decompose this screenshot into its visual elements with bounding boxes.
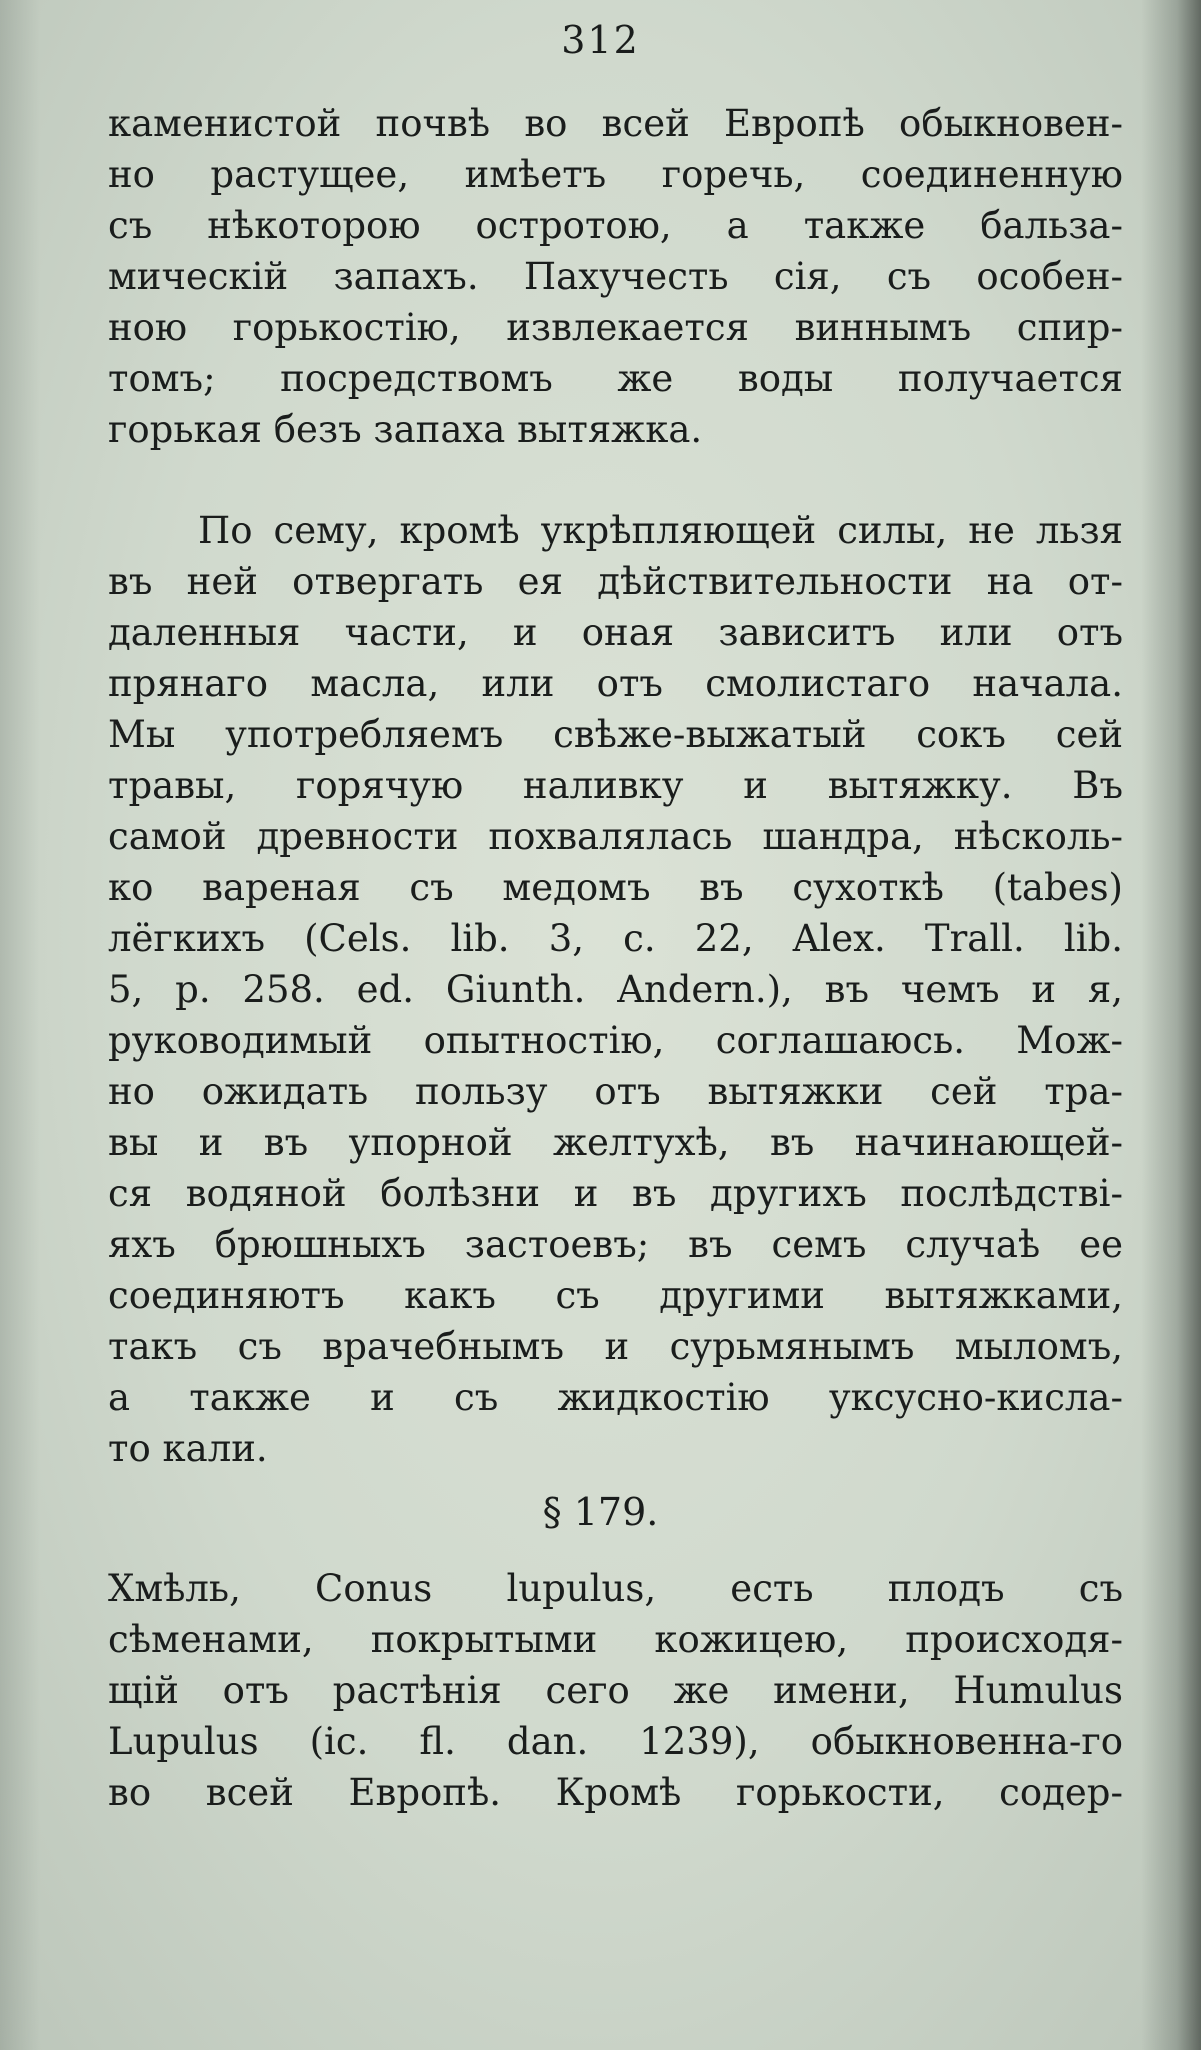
paragraph-2 <box>108 505 1123 1474</box>
text-line: 5, p. 258. ed. Giunth. Andern.), въ чемъ и я, <box>108 968 1123 1011</box>
text-line: во всей Европѣ. Кромѣ горькости, содер- <box>108 1771 1123 1814</box>
text-line: а также и съ жидкостію уксусно-кисла- <box>108 1376 1123 1419</box>
section-heading: § 179. <box>542 1490 659 1534</box>
text-line: руководимый опытностію, соглашаюсь. Мож- <box>108 1019 1123 1062</box>
page-left-shadow <box>0 0 40 2050</box>
text-line: каменистой почвѣ во всей Европѣ обыкновен- <box>108 102 1123 145</box>
text-line: Мы употребляемъ свѣже-выжатый сокъ сей <box>108 713 1123 756</box>
text-line: вы и въ упорной желтухѣ, въ начинающей- <box>108 1121 1123 1164</box>
text-line: самой древности похвалялась шандра, нѣсколь- <box>108 815 1123 858</box>
text-line: но растущее, имѣетъ горечь, соединенную <box>108 153 1123 196</box>
text-line: соединяютъ какъ съ другими вытяжками, <box>108 1274 1123 1317</box>
paragraph-3 <box>108 1563 1123 1818</box>
text-line: даленныя части, и оная зависитъ или отъ <box>108 611 1123 654</box>
text-line: прянаго масла, или отъ смолистаго начала. <box>108 662 1123 705</box>
text-line: мическій запахъ. Пахучесть сія, съ особен- <box>108 255 1123 298</box>
text-line: яхъ брюшныхъ застоевъ; въ семъ случаѣ ее <box>108 1223 1123 1266</box>
text-line: томъ; посредствомъ же воды получается <box>108 357 1123 400</box>
text-line: лёгкихъ (Cels. lib. 3, c. 22, Alex. Trall. lib. <box>108 917 1123 960</box>
text-line: такъ съ врачебнымъ и сурьмянымъ мыломъ, <box>108 1325 1123 1368</box>
text-line: травы, горячую наливку и вытяжку. Въ <box>108 764 1123 807</box>
binding-shadow <box>1141 0 1201 2050</box>
text-line: ко вареная съ медомъ въ сухоткѣ (tabes) <box>108 866 1123 909</box>
text-line: Lupulus (ic. fl. dan. 1239), обыкновенна-го <box>108 1720 1123 1763</box>
text-line: ною горькостію, извлекается виннымъ спир- <box>108 306 1123 349</box>
text-line: По сему, кромѣ укрѣпляющей силы, не льзя <box>198 509 1123 552</box>
text-line: съ нѣкоторою остротою, а также бальза- <box>108 204 1123 247</box>
text-line: то кали. <box>108 1427 268 1470</box>
text-line: но ожидать пользу отъ вытяжки сей тра- <box>108 1070 1123 1113</box>
text-line: Хмѣль, Conus lupulus, есть плодъ съ <box>108 1567 1123 1610</box>
page-number: 312 <box>561 18 640 62</box>
text-line: щій отъ растѣнія сего же имени, Humulus <box>108 1669 1123 1712</box>
text-line: горькая безъ запаха вытяжка. <box>108 408 703 451</box>
text-line: сѣменами, покрытыми кожицею, происходя- <box>108 1618 1123 1661</box>
text-line: ся водяной болѣзни и въ другихъ послѣдстві- <box>108 1172 1123 1215</box>
text-line: въ ней отвергать ея дѣйствительности на от- <box>108 560 1123 603</box>
paragraph-1 <box>108 98 1123 455</box>
